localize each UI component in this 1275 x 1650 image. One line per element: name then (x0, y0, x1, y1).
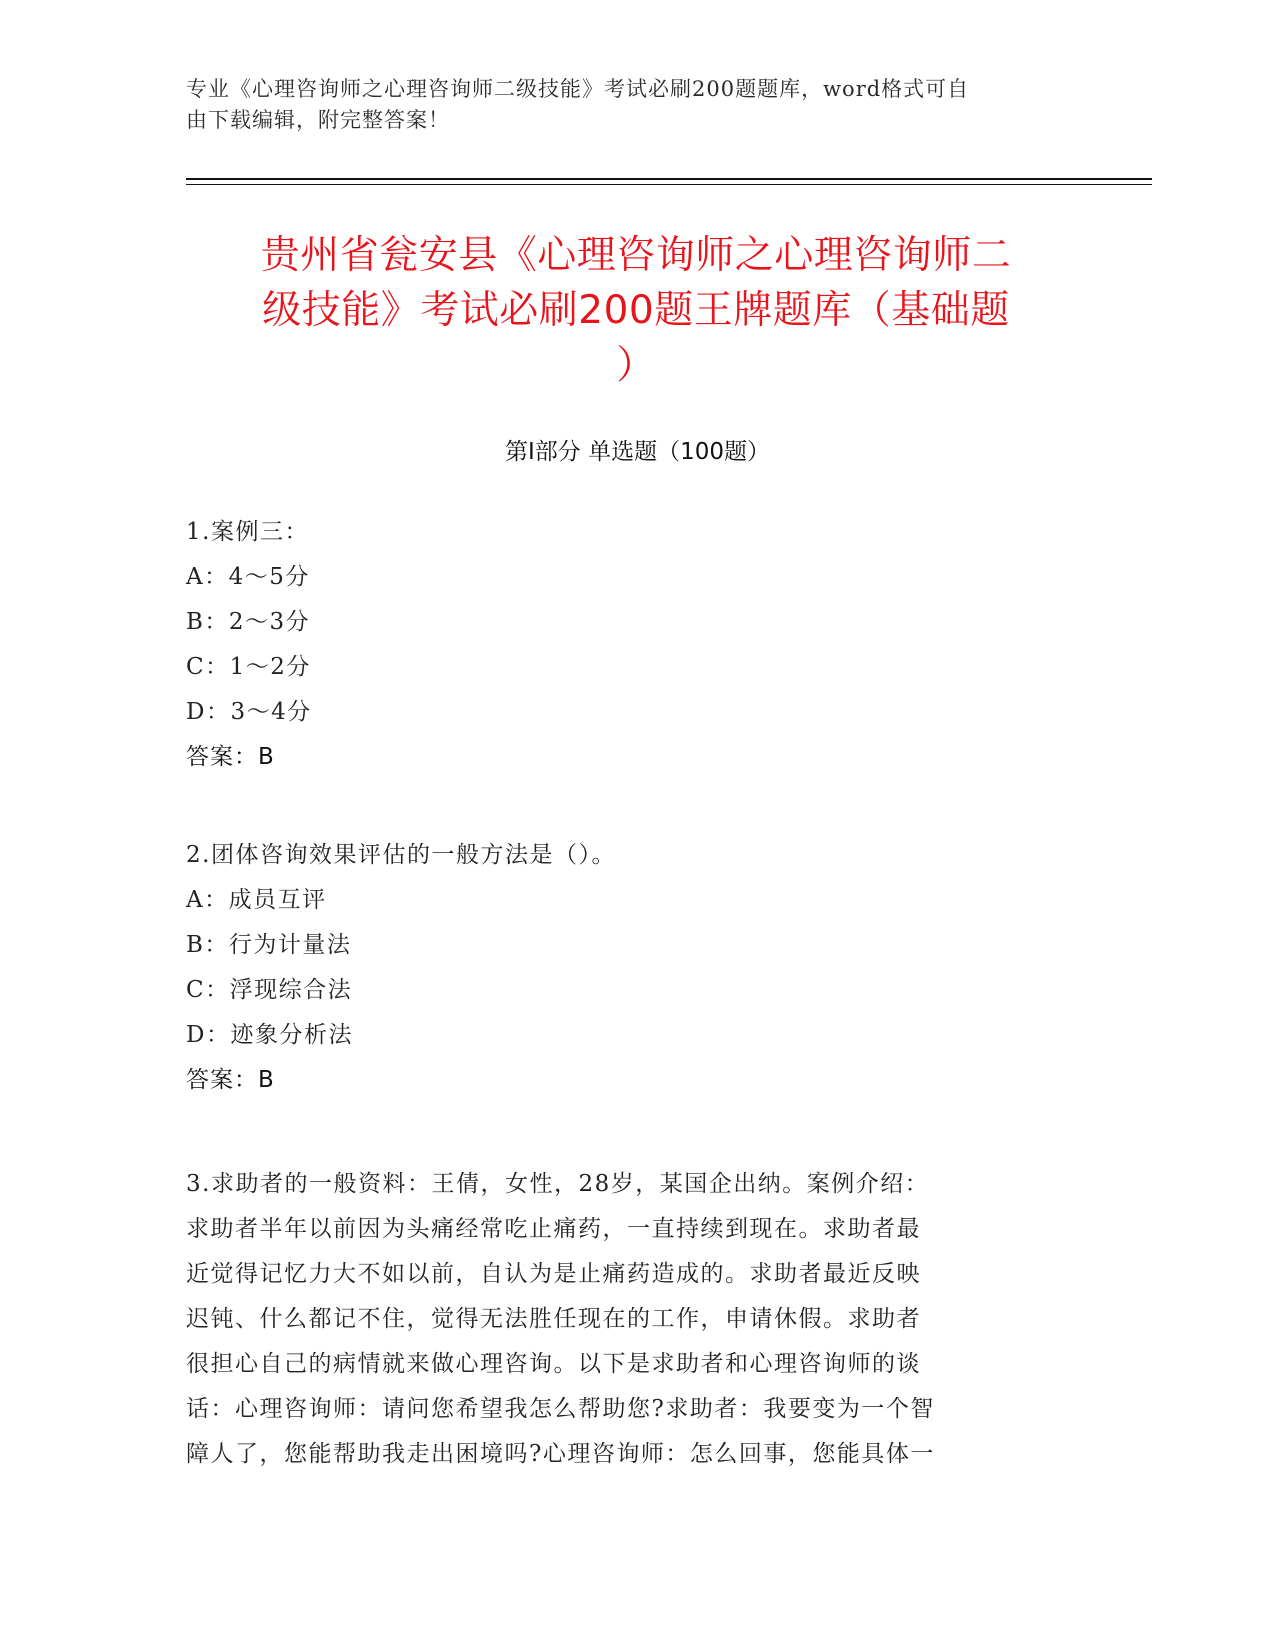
option-d: D：迹象分析法 (186, 1022, 353, 1048)
option-b: B：行为计量法 (186, 932, 352, 958)
answer-line: 答案：B (186, 744, 275, 770)
title-line: 级技能》考试必刷200题王牌题库（基础题 (262, 288, 1010, 333)
title-line: 贵州省瓮安县《心理咨询师之心理咨询师二 (260, 233, 1012, 278)
question-1 (186, 510, 1066, 780)
question-text-line: 求助者半年以前因为头痛经常吃止痛药，一直持续到现在。求助者最 (186, 1216, 921, 1242)
question-text-line: 迟钝、什么都记不住，觉得无法胜任现在的工作，申请休假。求助者 (186, 1306, 921, 1332)
header-rule-thick (186, 178, 1152, 180)
section-heading: 第Ⅰ部分 单选题（100题） (505, 439, 770, 465)
question-text-line: 3.求助者的一般资料：王倩，女性，28岁，某国企出纳。案例介绍： (186, 1171, 930, 1197)
question-text-line: 话：心理咨询师：请问您希望我怎么帮助您?求助者：我要变为一个智 (186, 1396, 935, 1422)
option-d: D：3～4分 (186, 699, 312, 725)
question-3 (186, 1162, 1066, 1477)
answer-line: 答案：B (186, 1067, 275, 1093)
header-rule-thin (186, 184, 1152, 185)
question-stem: 1.案例三： (186, 519, 309, 545)
option-c: C：1～2分 (186, 654, 311, 680)
option-b: B：2～3分 (186, 609, 311, 635)
header-note (186, 74, 1066, 136)
header-note-line: 由下载编辑，附完整答案！ (186, 108, 450, 132)
title-line: ） (616, 343, 656, 388)
question-stem: 2.团体咨询效果评估的一般方法是（）。 (186, 842, 616, 868)
question-2 (186, 833, 1066, 1103)
question-text-line: 近觉得记忆力大不如以前，自认为是止痛药造成的。求助者最近反映 (186, 1261, 921, 1287)
header-note-line: 专业《心理咨询师之心理咨询师二级技能》考试必刷200题题库，word格式可自 (186, 77, 970, 101)
option-c: C：浮现综合法 (186, 977, 353, 1003)
document-title (196, 228, 1076, 393)
question-text-line: 很担心自己的病情就来做心理咨询。以下是求助者和心理咨询师的谈 (186, 1351, 921, 1377)
question-text-line: 障人了，您能帮助我走出困境吗?心理咨询师：怎么回事，您能具体一 (186, 1441, 935, 1467)
option-a: A：成员互评 (186, 887, 327, 913)
option-a: A：4～5分 (186, 564, 310, 590)
